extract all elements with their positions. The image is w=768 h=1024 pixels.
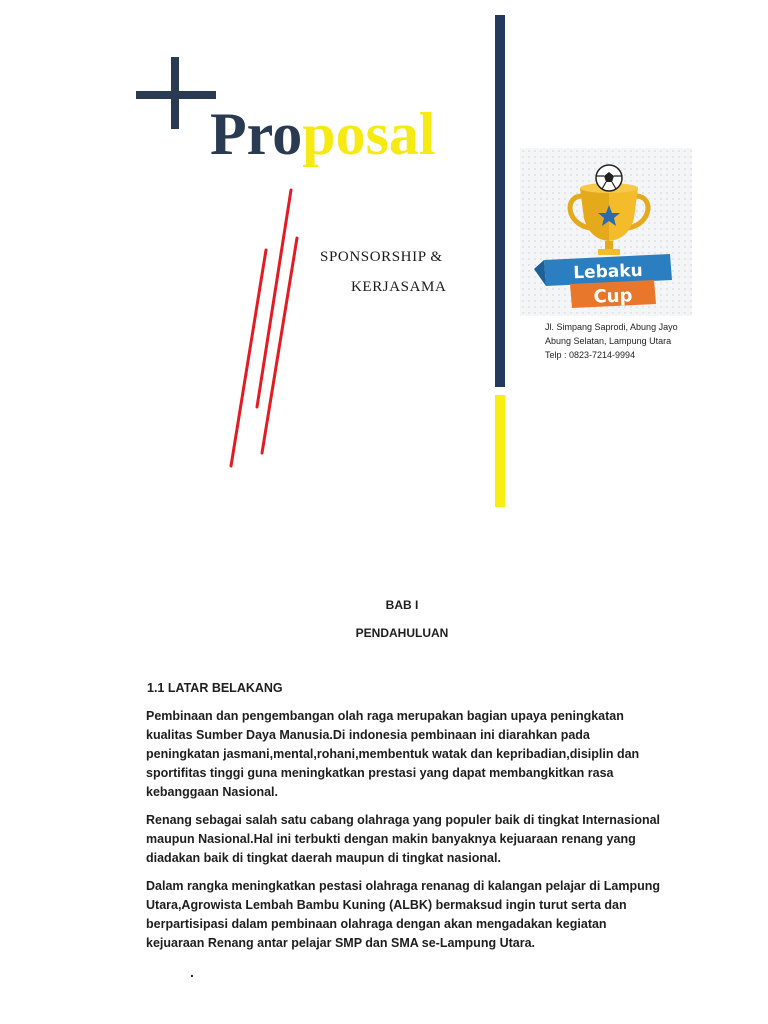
logo-text-line2: Cup: [593, 285, 633, 308]
body-paragraph: Pembinaan dan pengembangan olah raga merupakan bagian upaya peningkatan kualitas Sumber Daya Manusia.Di indonesia pembinaan ini diarahkan pada peningkatan jasmani,mental,rohani,membentuk watak dan kepribadian,disiplin dan sportifitas tinggi guna meningkatkan prestasi yang dapat membangkitkan rasa kebanggaan Nasional.: [146, 709, 640, 800]
section-heading: 1.1 LATAR BELAKANG: [147, 681, 283, 695]
chapter-label: BAB I: [385, 598, 419, 612]
event-logo: [520, 148, 692, 316]
chapter-title: PENDAHULUAN: [355, 626, 449, 640]
body-paragraph: Renang sebagai salah satu cabang olahraga yang populer baik di tingkat Internasional maupun Nasional.Hal ini terbukti dengan makin banyaknya kejuaraan renang yang diadakan baik di tingkat daerah maupun di tingkat nasional.: [146, 813, 661, 866]
navy-vertical-bar: [495, 15, 505, 387]
yellow-vertical-bar: [495, 395, 505, 507]
trophy-icon: [520, 148, 692, 316]
cover-subtitle-line1: SPONSORSHIP &: [320, 249, 443, 265]
trailing-mark: .: [190, 964, 194, 980]
body-paragraph: Dalam rangka meningkatkan pestasi olahraga renanag di kalangan pelajar di Lampung Utara,Agrowista Lembah Bambu Kuning (ALBK) bermaksud ingin turut serta dan berpartisipasi dalam pembinaan olahraga dengan akan mengadakan kegiatan kejuaraan Renang antar pelajar SMP dan SMA se-Lampung Utara.: [146, 879, 661, 951]
cover-subtitle-line2: KERJASAMA: [351, 279, 447, 295]
logo-text-line1: Lebaku: [572, 260, 644, 284]
cover-title-part2: posal: [302, 101, 436, 167]
contact-address-line2: Abung Selatan, Lampung Utara: [545, 336, 672, 346]
contact-address-line1: Jl. Simpang Saprodi, Abung Jayo: [545, 322, 678, 332]
contact-phone: Telp : 0823-7214-9994: [545, 350, 636, 360]
cover-title-part1: Pro: [210, 101, 303, 167]
red-slash-line: [231, 250, 266, 466]
